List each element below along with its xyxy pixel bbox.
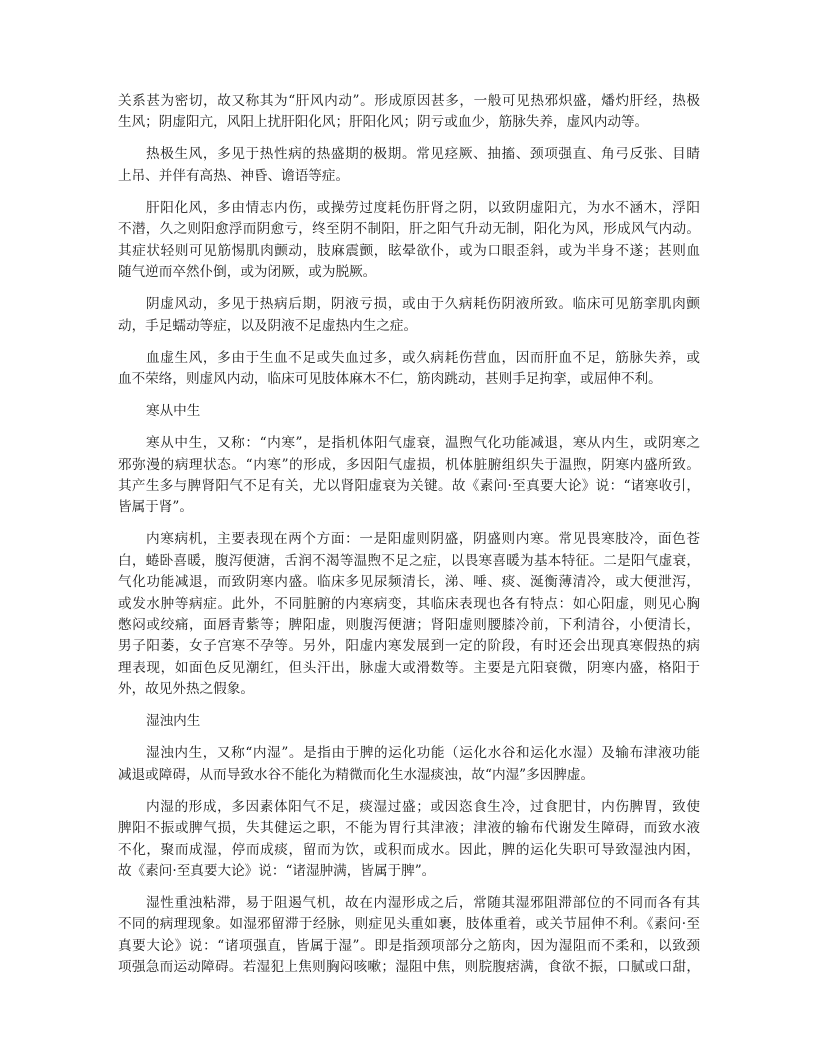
text-line: 湿浊内生: [146, 713, 201, 730]
text-line: 真要大论》说：“诸项强直，皆属于湿”。即是指颈项部分之筋肉，因为湿阻而不柔和，以致颈: [118, 937, 700, 954]
text-line: 湿浊内生，又称“内湿”。是指由于脾的运化功能（运化水谷和运化水湿）及输布津液功能: [146, 745, 700, 762]
text-line: 男子阳萎，女子宫寒不孕等。另外，阳虚内寒发展到一定的阶段，有时还会出现真寒假热的病: [118, 638, 700, 655]
paragraph: [118, 198, 700, 284]
section-heading: [118, 401, 700, 422]
text-line: 肝阳化风，多由情志内伤，或操劳过度耗伤肝肾之阴，以致阴虚阳亢，为水不涵木，浮阳: [146, 199, 700, 216]
text-line: 寒从中生: [146, 403, 201, 420]
text-line: 邪弥漫的病理状态。“内寒”的形成，多因阳气虚损，机体脏腑组织失于温煦，阴寒内盛所致。: [118, 456, 700, 473]
paragraph: [118, 348, 700, 391]
text-line: 气化功能减退，而致阴寒内盛。临床多见尿频清长，涕、唾、痰、涎衡薄清冷，或大便泄泻，: [118, 574, 700, 591]
text-line: 血不荣络，则虚风内动，临床可见肢体麻木不仁，筋肉跳动，甚则手足拘挛，或屈伸不利。: [118, 371, 662, 388]
text-line: 血虚生风，多由于生血不足或失血过多，或久病耗伤营血，因而肝血不足，筋脉失养，或: [146, 349, 700, 366]
paragraph: [118, 144, 700, 187]
text-line: 不化，聚而成湿，停而成痰，留而为饮，或积而成水。因此，脾的运化失职可导致湿浊内困，: [118, 841, 700, 858]
text-line: 内寒病机，主要表现在两个方面：一是阳虚则阴盛，阴盛则内寒。常见畏寒肢冷，面色苍: [146, 531, 700, 548]
text-line: 故《素问·至真要大论》说：“诸湿肿满，皆属于脾”。: [118, 862, 436, 879]
text-line: 不同的病理现象。如湿邪留滞于经脉，则症见头重如裹，肢体重着，或关节屈伸不利。《素问·至: [118, 916, 700, 933]
text-line: 外，故见外热之假象。: [118, 681, 254, 698]
paragraph: [118, 91, 700, 134]
text-line: 减退或障碍，从而导致水谷不能化为精微而化生水湿痰浊，故“内湿”多因脾虚。: [118, 766, 595, 783]
text-line: 皆属于肾”。: [118, 499, 193, 516]
text-line: 寒从中生，又称：“内寒”，是指机体阳气虚衰，温煦气化功能减退，寒从内生，或阴寒之: [146, 435, 700, 452]
text-line: 生风；阴虚阳亢，风阳上扰肝阳化风；肝阳化风；阴亏或血少，筋脉失养，虚风内动等。: [118, 114, 649, 131]
paragraph: [118, 529, 700, 700]
paragraph: [118, 294, 700, 337]
section-heading: [118, 711, 700, 732]
text-line: 热极生风，多见于热性病的热盛期的极期。常见痉厥、抽搐、颈项强直、角弓反张、目睛: [146, 146, 700, 163]
text-line: 湿性重浊粘滞，易于阻遏气机，故在内湿形成之后，常随其湿邪阻滞部位的不同而各有其: [146, 895, 700, 912]
text-line: 其症状轻则可见筋惕肌肉颤动，肢麻震颤，眩晕欲仆，或为口眼歪斜，或为半身不遂；甚则血: [118, 242, 700, 259]
paragraph: [118, 893, 700, 979]
paragraph: [118, 433, 700, 519]
text-line: 内湿的形成，多因素体阳气不足，痰湿过盛；或因恣食生冷，过食肥甘，内伤脾胃，致使: [146, 798, 700, 815]
document-page: [118, 91, 700, 989]
paragraph: [118, 743, 700, 786]
paragraph: [118, 797, 700, 883]
text-line: 关系甚为密切，故又称其为“肝风内动”。形成原因甚多，一般可见热邪炽盛，燔灼肝经，热极: [118, 93, 700, 109]
text-line: 白，蜷卧喜暖，腹泻便溏，舌润不渴等温煦不足之症，以畏寒喜暖为基本特征。二是阳气虚衰，: [118, 552, 700, 569]
text-line: 其产生多与脾肾阳气不足有关，尤以肾阳虚衰为关键。故《素问·至真要大论》说：“诸寒收引，: [118, 477, 700, 494]
text-line: 理表现，如面色反见潮红，但头汗出，脉虚大或滑数等。主要是亢阳衰微，阴寒内盛，格阳于: [118, 659, 700, 676]
text-line: 随气逆而卒然仆倒，或为闭厥，或为脱厥。: [118, 264, 377, 281]
text-line: 不潜，久之则阳愈浮而阴愈亏，终至阴不制阳，肝之阳气升动无制，阳化为风，形成风气内动。: [118, 221, 700, 238]
text-line: 阴虚风动，多见于热病后期，阴液亏损，或由于久病耗伤阴液所致。临床可见筋挛肌肉颤: [146, 296, 700, 313]
text-line: 脾阳不振或脾气损，失其健运之职，不能为胃行其津液；津液的输布代谢发生障碍，而致水液: [118, 820, 700, 837]
text-line: 或发水肿等病症。此外，不同脏腑的内寒病变，其临床表现也各有特点：如心阳虚，则见心胸: [118, 595, 700, 612]
text-line: 憋闷或绞痛，面唇青紫等；脾阳虚，则腹泻便溏；肾阳虚则腰膝冷前，下利清谷，小便清长，: [118, 617, 700, 634]
text-line: 动，手足蠕动等症，以及阴液不足虚热内生之症。: [118, 317, 418, 334]
text-line: 上吊、并伴有高热、神昏、谵语等症。: [118, 167, 350, 184]
text-line: 项强急而运动障碍。若湿犯上焦则胸闷咳嗽；湿阻中焦，则脘腹痞满，食欲不振，口腻或口甜，: [118, 959, 700, 976]
